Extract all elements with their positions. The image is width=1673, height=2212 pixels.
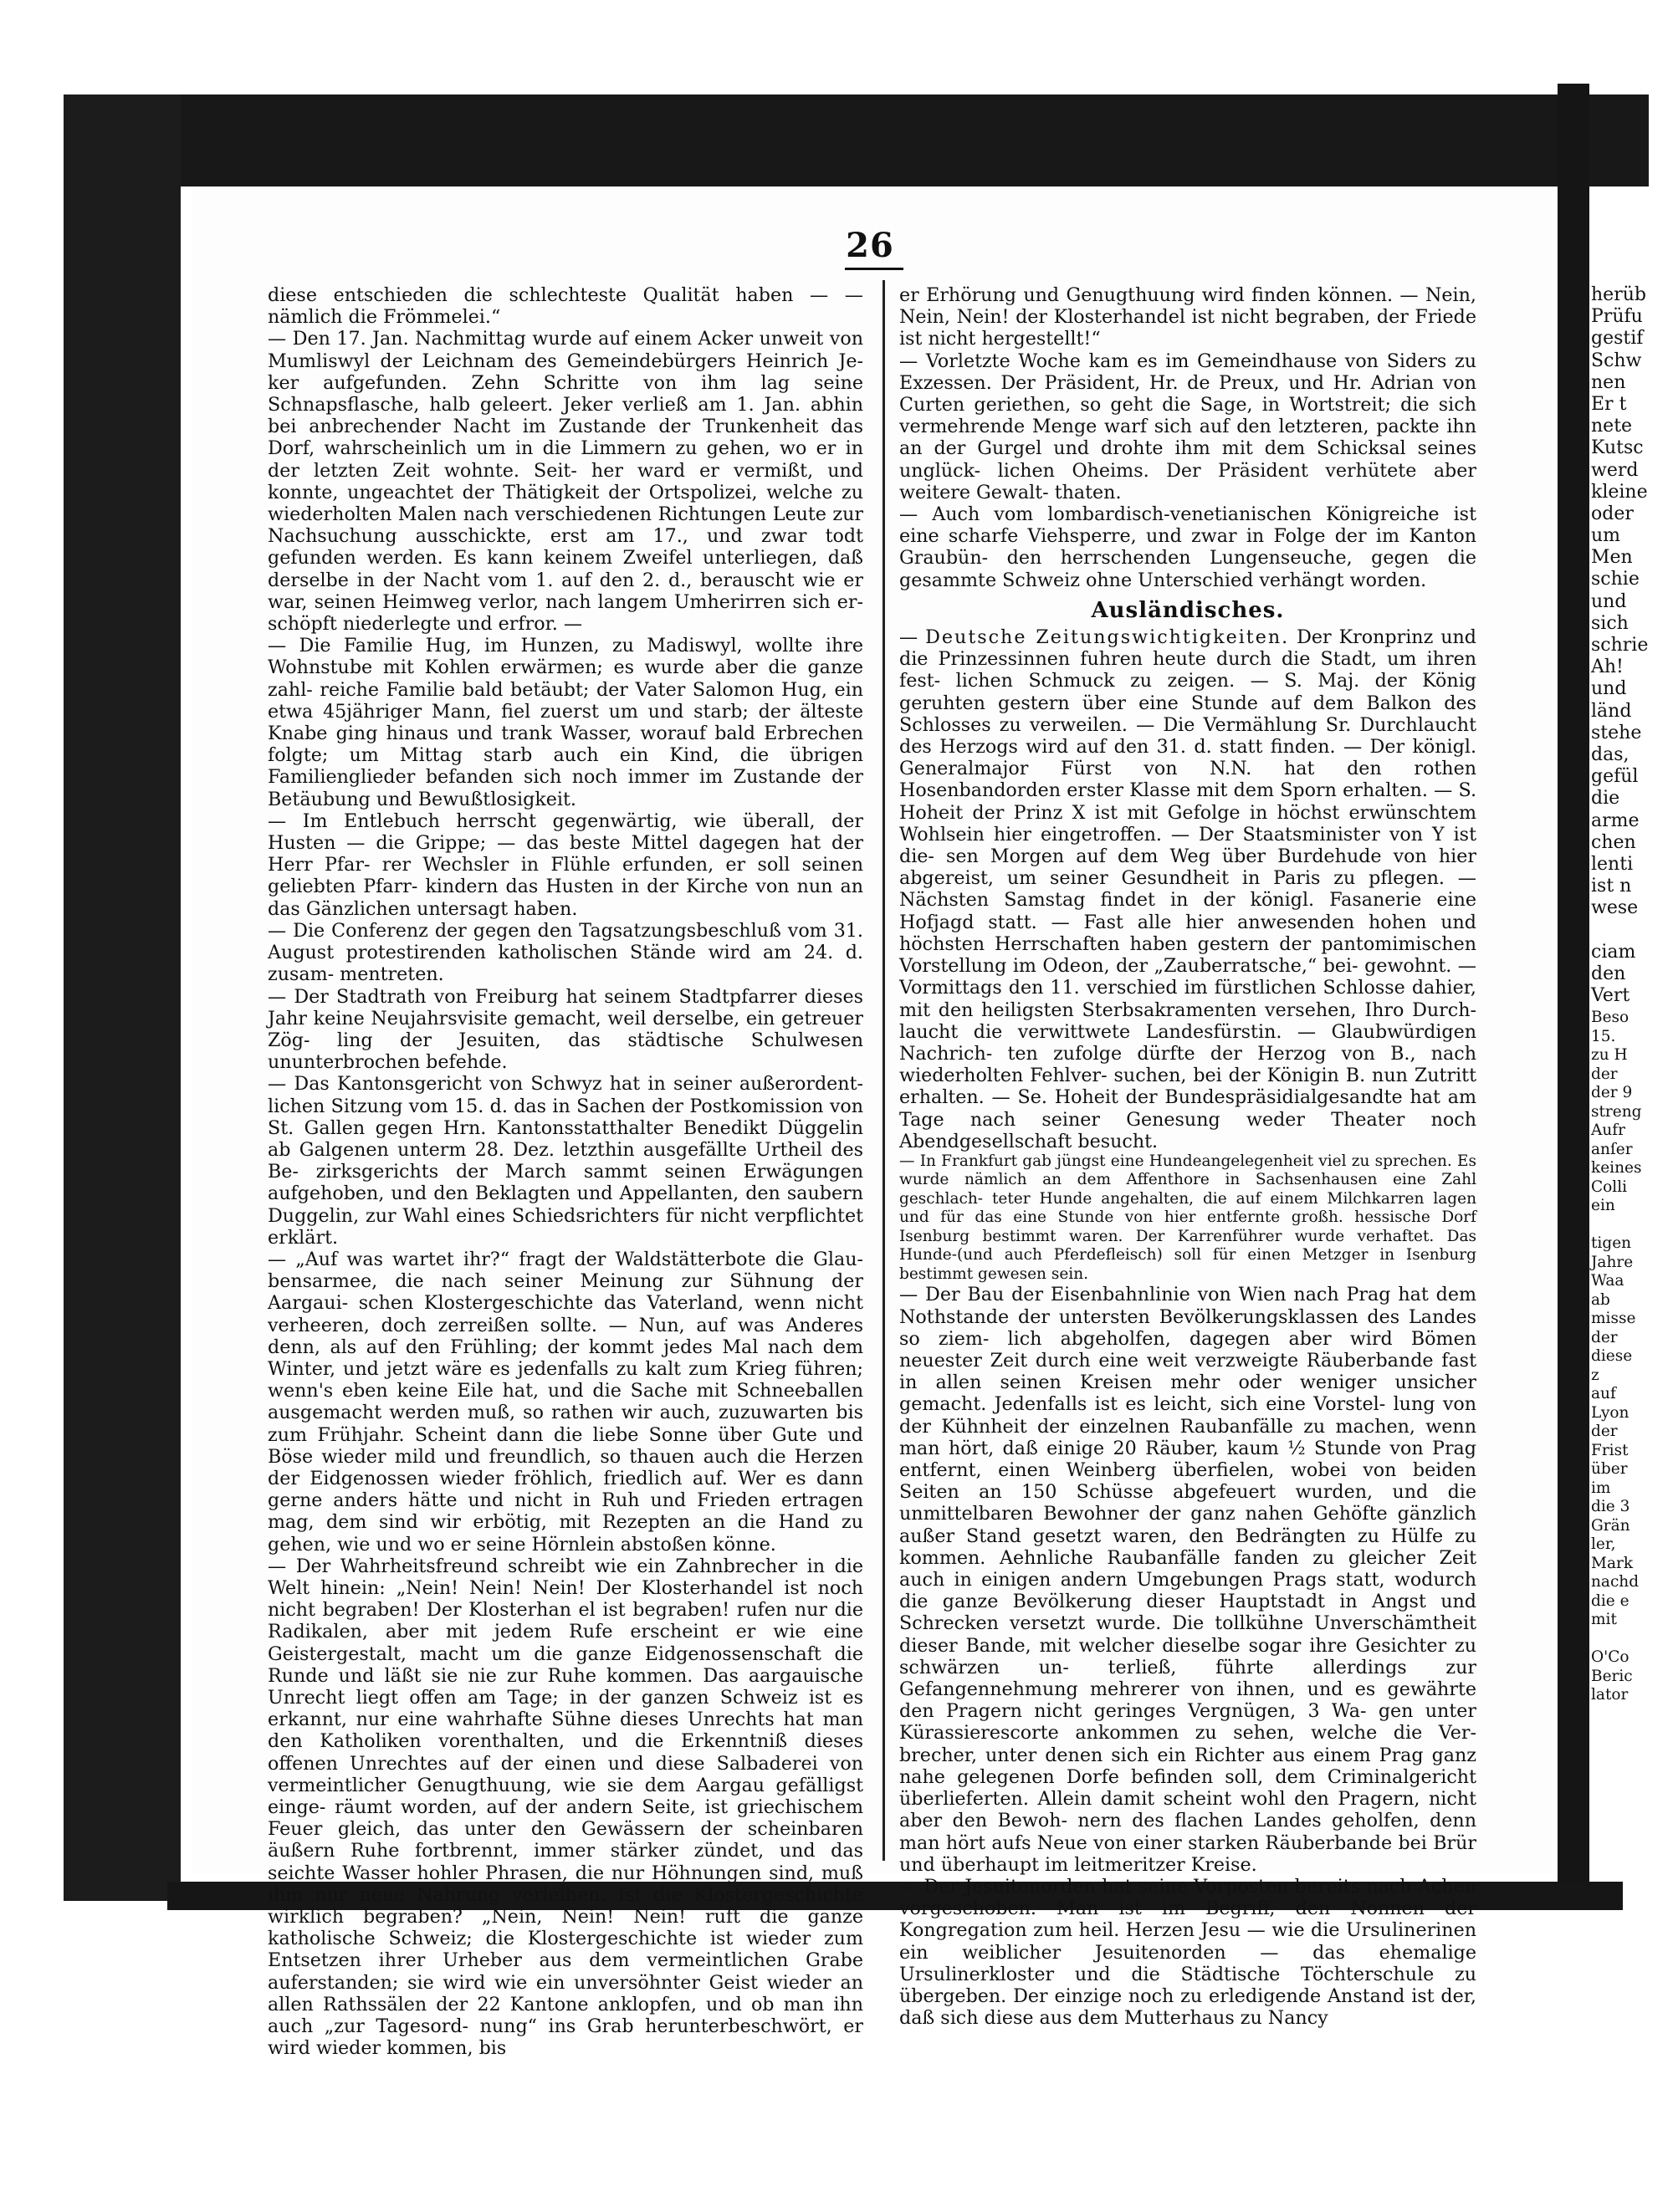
edge-fragment: schie [1591,569,1640,590]
edge-fragment: Vert [1591,985,1630,1006]
right-column [899,284,1476,2029]
section-heading: Ausländisches. [1091,597,1285,623]
edge-fragment: herüb [1591,284,1646,305]
edge-fragment: Beso [1591,1009,1630,1027]
article-paragraph: — Der Wahrheitsfreund schreibt wie ein Zahnbrecher in die Welt hinein: „Nein! Nein! Nein! Der Klosterhandel ist noch nicht begraben! Der Klosterhan el ist begraben! rufen nur die Radikalen, aber mit jedem Rufe erscheint er wie eine Geistergestalt, macht um die ganze Eidgenossenschaft die Runde und läßt sie nie zur Ruhe kommen. Das aargauische Unrecht liegt offen am Tage; in der ganzen Schweiz ist es erkannt, nur eine wahrhafte Sühne dieses Unrechts hat man den Katholiken vorenthalten, und die Erkenntniß dieses offenen Unrechtes auf der einen und diese Salbaderei von vermeintlicher Genugthuung, wie sie dem Aargau gefälligst einge- räumt worden, auf der andern Seite, ist griechischem Feuer gleich, das unter den Gewässern der scheinbaren äußern Ruhe fortbrennt, immer stärker zündet, und das seichte Wasser hohler Phrasen, die nur Höhnungen sind, muß ihm nur neue Nahrung verleihen. Ist die Klostergeschichte wirklich begraben? „Nein, Nein! Nein! ruft die ganze katholische Schweiz; die Klostergeschichte ist wieder zum Entsetzen ihrer Urheber aus dem vermeintlichen Grabe auferstanden; sie wird wie ein unversöhnter Geist wieder an allen Rathssälen der 22 Kantone anklopfen, und ob man ihn auch „zur Tagesord- nung“ ins Grab herunterbeschwört, er wird wieder kommen, bis [268,1555,863,2060]
article-paragraph: — Die Conferenz der gegen den Tagsatzungsbeschluß vom 31. August protestirenden katholischen Stände wird am 24. d. zusam- mentreten. [268,919,863,986]
edge-fragment: oder [1591,503,1634,524]
edge-fragment: den [1591,963,1626,984]
edge-fragment: Ah! [1591,656,1624,678]
edge-fragment: Waa [1591,1272,1624,1290]
article-paragraph: — Den 17. Jan. Nachmittag wurde auf einem Acker unweit von Mumliswyl der Leichnam des Gemeindebürgers Heinrich Je- ker aufgefunden. Zehn Schritte von ihm lag seine Schnapsflasche, halb geleert. Jeker verließ am 1. Jan. abhin bei anbrechender Nacht im Zustande der Trunkenheit das Dorf, wahrscheinlich um in die Limmern zu gehen, wo er in der letzten Zeit wohnte. Seit- her ward er vermißt, und konnte, ungeachtet der Thätigkeit der Ortspolizei, welche zu wiederholten Malen nach verschiedenen Richtungen Leute zur Nachsuchung ausschickte, erst am 17., und zwar todt gefunden werden. Es kann keinem Zweifel unterliegen, daß derselbe in der Nacht vom 1. auf den 2. d., berauscht wie er war, seinen Heimweg verlor, nach langem Umherirren sich er- schöpft niederlegte und erfror. — [268,328,863,636]
edge-fragment: über [1591,1460,1628,1479]
edge-fragment: der [1591,1423,1618,1441]
article-paragraph: er Erhörung und Genugthuung wird finden können. — Nein, Nein, Nein! der Klosterhandel ist nicht begraben, der Friede ist nicht hergestellt!“ [899,284,1476,350]
edge-fragment: länd [1591,700,1632,722]
edge-fragment: wese [1591,897,1639,919]
edge-fragment: ler, [1591,1535,1616,1554]
edge-fragment: Colli [1591,1178,1628,1196]
edge-fragment: arme [1591,810,1640,831]
edge-fragment: Aufr [1591,1121,1625,1140]
edge-small-group [1591,1007,1673,1704]
small-print-paragraph: — In Frankfurt gab jüngst eine Hundeangelegenheit viel zu sprechen. Es wurde nämlich an dem Affenthore in Sachsenhausen eine Zahl geschlach- teter Hunde angehalten, die auf einem Milchkarren lagen und für das eine Stunde von hier entfernte großh. hessische Dorf Isenburg bestimmt waren. Der Karrenführer wurde verhaftet. Das Hunde-(und auch Pferdefleisch) soll für einen Metzger in Isenburg bestimmt gewesen sein. [899,1152,1476,1283]
edge-fragment: und [1591,590,1627,612]
scan-border-top [64,95,1649,186]
article-paragraph: — Der Bau der Eisenbahnlinie von Wien nach Prag hat dem Nothstande der untersten Bevölkerungsklassen des Landes so ziem- lich abgeholfen, dagegen aber wird Bömen neuester Zeit durch eine weit verzweigte Räuberbande fast in allen seinen Kreisen mehr oder weniger unsicher gemacht. Jedenfalls ist es leicht, sich eine Vorstel- lung von der Kühnheit der einzelnen Raubanfälle zu machen, wenn man hört, daß einige 20 Räuber, kaum ½ Stunde von Prag entfernt, einen Weinberg überfielen, wobei von beiden Seiten an 150 Schüsse abgefeuert wurden, und die unmittelbaren Bewohner der ganz nahen Gehöfte gänzlich außer Stand gesetzt waren, den Bedrängten zu Hülfe zu kommen. Aehnliche Raubanfälle fanden zu gleicher Zeit auch in einigen andern Umgebungen Prags statt, wodurch die ganze Bevölkerung dieser Hauptstadt in Angst und Schrecken versetzt wurde. Die tollkühne Unverschämtheit dieser Bande, mit welcher dieselbe sogar ihre Gesichter zu schwärzen un- terließ, führte allerdings zur Gefangennehmung mehrerer von ihnen, und es gewährte den Pragern nicht geringes Vergnügen, 3 Wa- gen unter Kürassierescorte ankommen zu sehen, welche die Ver- brecher, unter denen sich ein Richter aus einem Prag ganz nahe gelegenen Dorfe befinden soll, dem Criminalgericht überlieferten. Allein damit scheint wohl den Pragern, nicht aber den Bewoh- nern des flachen Landes geholfen, denn man hört aufs Neue von einer starken Räuberbande bei Brür und überhaupt im leitmeritzer Kreise. [899,1284,1476,1876]
edge-fragment: das, [1591,743,1630,765]
edge-fragment: Beric [1591,1667,1633,1685]
edge-fragment: tigen [1591,1234,1632,1253]
edge-fragment: die [1591,788,1620,810]
edge-fragment: Er t [1591,393,1627,415]
edge-fragment: Grän [1591,1516,1630,1535]
edge-fragment: zu H [1591,1046,1628,1065]
edge-fragment: Frist [1591,1441,1629,1459]
edge-fragment: Men [1591,547,1633,569]
edge-fragment: im [1591,1479,1611,1497]
edge-fragment: diese [1591,1347,1633,1366]
edge-fragment: auf [1591,1385,1616,1403]
edge-fragment: der 9 [1591,1084,1633,1102]
adjacent-page-fragment [1591,284,1673,1704]
article-paragraph: — Der Stadtrath von Freiburg hat seinem Stadtpfarrer dieses Jahr keine Neujahrsvisite gemacht, weil derselbe, ein getreuer Zög- ling der Jesuiten, das städtische Schulwesen ununterbrochen befehde. [268,985,863,1074]
edge-fragment: ciam [1591,941,1636,963]
column-divider [883,280,885,1861]
edge-fragment: Kutsc [1591,437,1644,459]
edge-fragment: O'Co [1591,1648,1630,1667]
article-paragraph: — Im Entlebuch herrscht gegenwärtig, wie überall, der Husten — die Grippe; — das beste Mittel dagegen hat der Herr Pfar- rer Wechsler in Flühle erfunden, er soll seinen geliebten Pfarr- kindern das Husten in der Kirche von nun an das Gänzlichen untersagt haben. [268,810,863,920]
edge-fragment: ein [1591,1197,1615,1215]
article-paragraph: — Der Jesuitenorden hat seine Vorposten bereits nach Achen vorgeschoben. Man ist im Begriff, den Nonnen der Kongregation zum heil. Herzen Jesu — wie die Ursulinerinen ein weiblicher Jesuitenorden — das ehemalige Ursulinerkloster und die Städtische Töchterschule zu übergeben. Der einzige noch zu erledigende Anstand ist der, daß sich diese aus dem Mutterhaus zu Nancy [899,1875,1476,2030]
edge-fragment: um [1591,525,1621,547]
edge-fragment [1591,919,1673,941]
edge-fragment: sich [1591,612,1629,634]
article-paragraph: — Vorletzte Woche kam es im Gemeindhause von Siders zu Exzessen. Der Präsident, Hr. de Preux, und Hr. Adrian von Curten geriethen, so geht die Sage, in Wortstreit; die sich vermehrende Menge warf sich auf den letzteren, packte ihn an der Gurgel und drohte ihm mit dem Schicksal seines unglück- lichen Oheims. Der Präsident verhütete aber weitere Gewalt- thaten. [899,350,1476,503]
page-number: 26 [846,226,894,265]
edge-fragment: Mark [1591,1554,1634,1572]
edge-fragment: chen [1591,831,1636,853]
edge-fragment: z [1591,1366,1599,1384]
article-paragraph: — Die Familie Hug, im Hunzen, zu Madiswyl, wollte ihre Wohnstube mit Kohlen erwärmen; es wurde aber die ganze zahl- reiche Familie bald betäubt; der Vater Salomon Hug, ein etwa 45jähriger Mann, fiel zuerst um und starb; der älteste Knabe ging hinaus und trank Wasser, worauf bald Erbrechen folgte; um Mittag starb auch ein Kind, die übrigen Familienglieder befanden sich noch immer im Zustande der Betäubung und Bewußtlosigkeit. [268,635,863,810]
edge-fragment: mit [1591,1611,1617,1629]
edge-fragment: stehe [1591,722,1642,743]
edge-fragment: gestif [1591,328,1644,350]
edge-fragment: Lyon [1591,1403,1630,1422]
edge-fragment: Jahre [1591,1253,1634,1271]
edge-fragment: 15. [1591,1027,1616,1045]
edge-fragment: anſer [1591,1140,1633,1158]
edge-fragment: nen [1591,371,1626,393]
edge-fragment [1591,1628,1673,1648]
left-column [268,284,863,2059]
edge-fragment: lator [1591,1686,1629,1704]
news-lead: Deutsche Zeitungswichtigkeiten. [925,626,1290,649]
edge-fragment: nete [1591,416,1633,437]
news-body: Der Kronprinz und die Prinzessinnen fuhren heute durch die Stadt, um ihren fest- lichen Schmuck zu zeigen. — S. Maj. der König geruhten gestern über eine Stunde auf dem Balkon des Schlosses zu verweilen. — Die Vermählung Sr. Durchlaucht des Herzogs wird auf den 31. d. statt finden. — Der königl. Generalmajor Fürst von N.N. hat den rothen Hosenbandorden erster Klasse mit dem Sporn erhalten. — S. Hoheit der Prinz X ist mit Gefolge in höchst erwünschtem Wohlsein hier eingetroffen. — Der Staatsminister von Y ist die- sen Morgen auf dem Weg über Burdehude von hier abgereist, um seiner Gesundheit in Paris zu pflegen. — Nächsten Samstag findet in der königl. Fasanerie eine Hofjagd statt. — Fast alle hier anwesenden hohen und höchsten Herrschaften haben gestern der pantomimischen Vorstellung im Odeon, der „Zauberratsche,“ bei- gewohnt. — Vormittags den 11. verschied im fürstlichen Schlosse dahier, mit den heiligsten Sterbsakramenten versehen, Ihro Durch- laucht die verwittwete Landesfürstin. — Glaubwürdigen Nachrich- ten zufolge dürfte der Herzog von B., nach wiederholten Fehlver- suchen, bei der Königin B. nun Zutritt erhalten. — Se. Hoheit der Bundespräsidialgesandte hat am Tage nach seiner Genesung weder Theater noch Abendgesellschaft besucht. [899,626,1476,1152]
edge-fragment: keines [1591,1159,1642,1178]
scan-border-left [64,95,181,1901]
page-number-rule [845,268,903,270]
edge-fragment: werd [1591,459,1639,481]
edge-fragment: Schw [1591,350,1642,371]
edge-fragment: die e [1591,1591,1630,1610]
edge-fragment: nachd [1591,1573,1640,1591]
edge-fragment: misse [1591,1310,1636,1328]
edge-fragment: und [1591,678,1627,700]
edge-fragment: die 3 [1591,1498,1630,1516]
scan-border-right [1558,84,1589,1907]
edge-fragment: streng [1591,1102,1642,1121]
edge-fragment: der [1591,1065,1618,1083]
article-paragraph: — Auch vom lombardisch-venetianischen Königreiche ist eine scharfe Viehsperre, und zwar in Folge der im Kanton Graubün- den herrschenden Lungenseuche, gegen die gesammte Schweiz ohne Unterschied verhängt worden. [899,503,1476,591]
article-paragraph: — Deutsche Zeitungswichtigkeiten. Der Kronprinz und die Prinzessinnen fuhren heute durch die Stadt, um ihren fest- lichen Schmuck zu zeigen. — S. Maj. der König geruhten gestern über eine Stunde auf dem Balkon des Schlosses zu verweilen. — Die Vermählung Sr. Durchlaucht des Herzogs wird auf den 31. d. statt finden. — Der königl. Generalmajor Fürst von N.N. hat den rothen Hosenbandorden erster Klasse mit dem Sporn erhalten. — S. Hoheit der Prinz X ist mit Gefolge in höchst erwünschtem Wohlsein hier eingetroffen. — Der Staatsminister von Y ist die- sen Morgen auf dem Weg über Burdehude von hier abgereist, um seiner Gesundheit in Paris zu pflegen. — Nächsten Samstag findet in der königl. Fasanerie eine Hofjagd statt. — Fast alle hier anwesenden hohen und höchsten Herrschaften haben gestern der pantomimischen Vorstellung im Odeon, der „Zauberratsche,“ bei- gewohnt. — Vormittags den 11. verschied im fürstlichen Schlosse dahier, mit den heiligsten Sterbsakramenten versehen, Ihro Durch- laucht die verwittwete Landesfürstin. — Glaubwürdigen Nachrich- ten zufolge dürfte der Herzog von B., nach wiederholten Fehlver- suchen, bei der Königin B. nun Zutritt erhalten. — Se. Hoheit der Bundespräsidialgesandte hat am Tage nach seiner Genesung weder Theater noch Abendgesellschaft besucht. [899,626,1476,1152]
article-paragraph: — Das Kantonsgericht von Schwyz hat in seiner außerordent- lichen Sitzung vom 15. d. das in Sachen der Postkomission von St. Gallen gegen Hrn. Kantonsstatthalter Benedikt Düggelin ab Galgenen unterm 28. Dez. letzthin ausgefällte Urtheil des Be- zirksgerichts der March sammt seinen Erwägungen aufgehoben, und den Beklagten und Appellanten, den saubern Duggelin, zur Wahl eines Schiedsrichters für nicht verpflichtet erklärt. [268,1073,863,1249]
article-paragraph: diese entschieden die schlechteste Qualität haben — — nämlich die Frömmelei.“ [268,284,863,329]
edge-fragment [1591,1214,1673,1234]
edge-fragment: Prüfu [1591,306,1643,328]
edge-fragment: kleine [1591,481,1648,503]
edge-fragment: gefül [1591,766,1639,788]
article-paragraph: — „Auf was wartet ihr?“ fragt der Waldstätterbote die Glau- bensarmee, die nach seiner Meinung zur Sühnung der Aargaui- schen Klostergeschichte das Vaterland, wenn nicht verheeren, doch zerreißen sollte. — Nun, auf was Anderes denn, als auf den Frühling; der kommt jedes Mal nach dem Winter, und jetzt wäre es jedenfalls zu kalt zum Krieg führen; wenn's eben keine Eile hat, und die Sache mit Schneeballen ausgemacht werden muß, so rathen wir auch, zuzuwarten bis zum Frühjahr. Scheint dann die liebe Sonne über Gute und Böse wieder mild und freundlich, so thauen auch die Herzen der Eidgenossen wieder fröhlich, friedlich auf. Wer es dann gerne anders hätte und nicht in Ruh und Frieden ertragen mag, dem sind wir erbötig, mit Rezepten an die Hand zu gehen, wie und wo er seine Hörnlein abstoßen könne. [268,1248,863,1556]
edge-fragment: der [1591,1328,1618,1346]
edge-fragment: ab [1591,1290,1610,1309]
edge-fragment: ist n [1591,876,1632,897]
edge-fragment: schrie [1591,635,1649,656]
edge-fragment: lenti [1591,853,1634,875]
